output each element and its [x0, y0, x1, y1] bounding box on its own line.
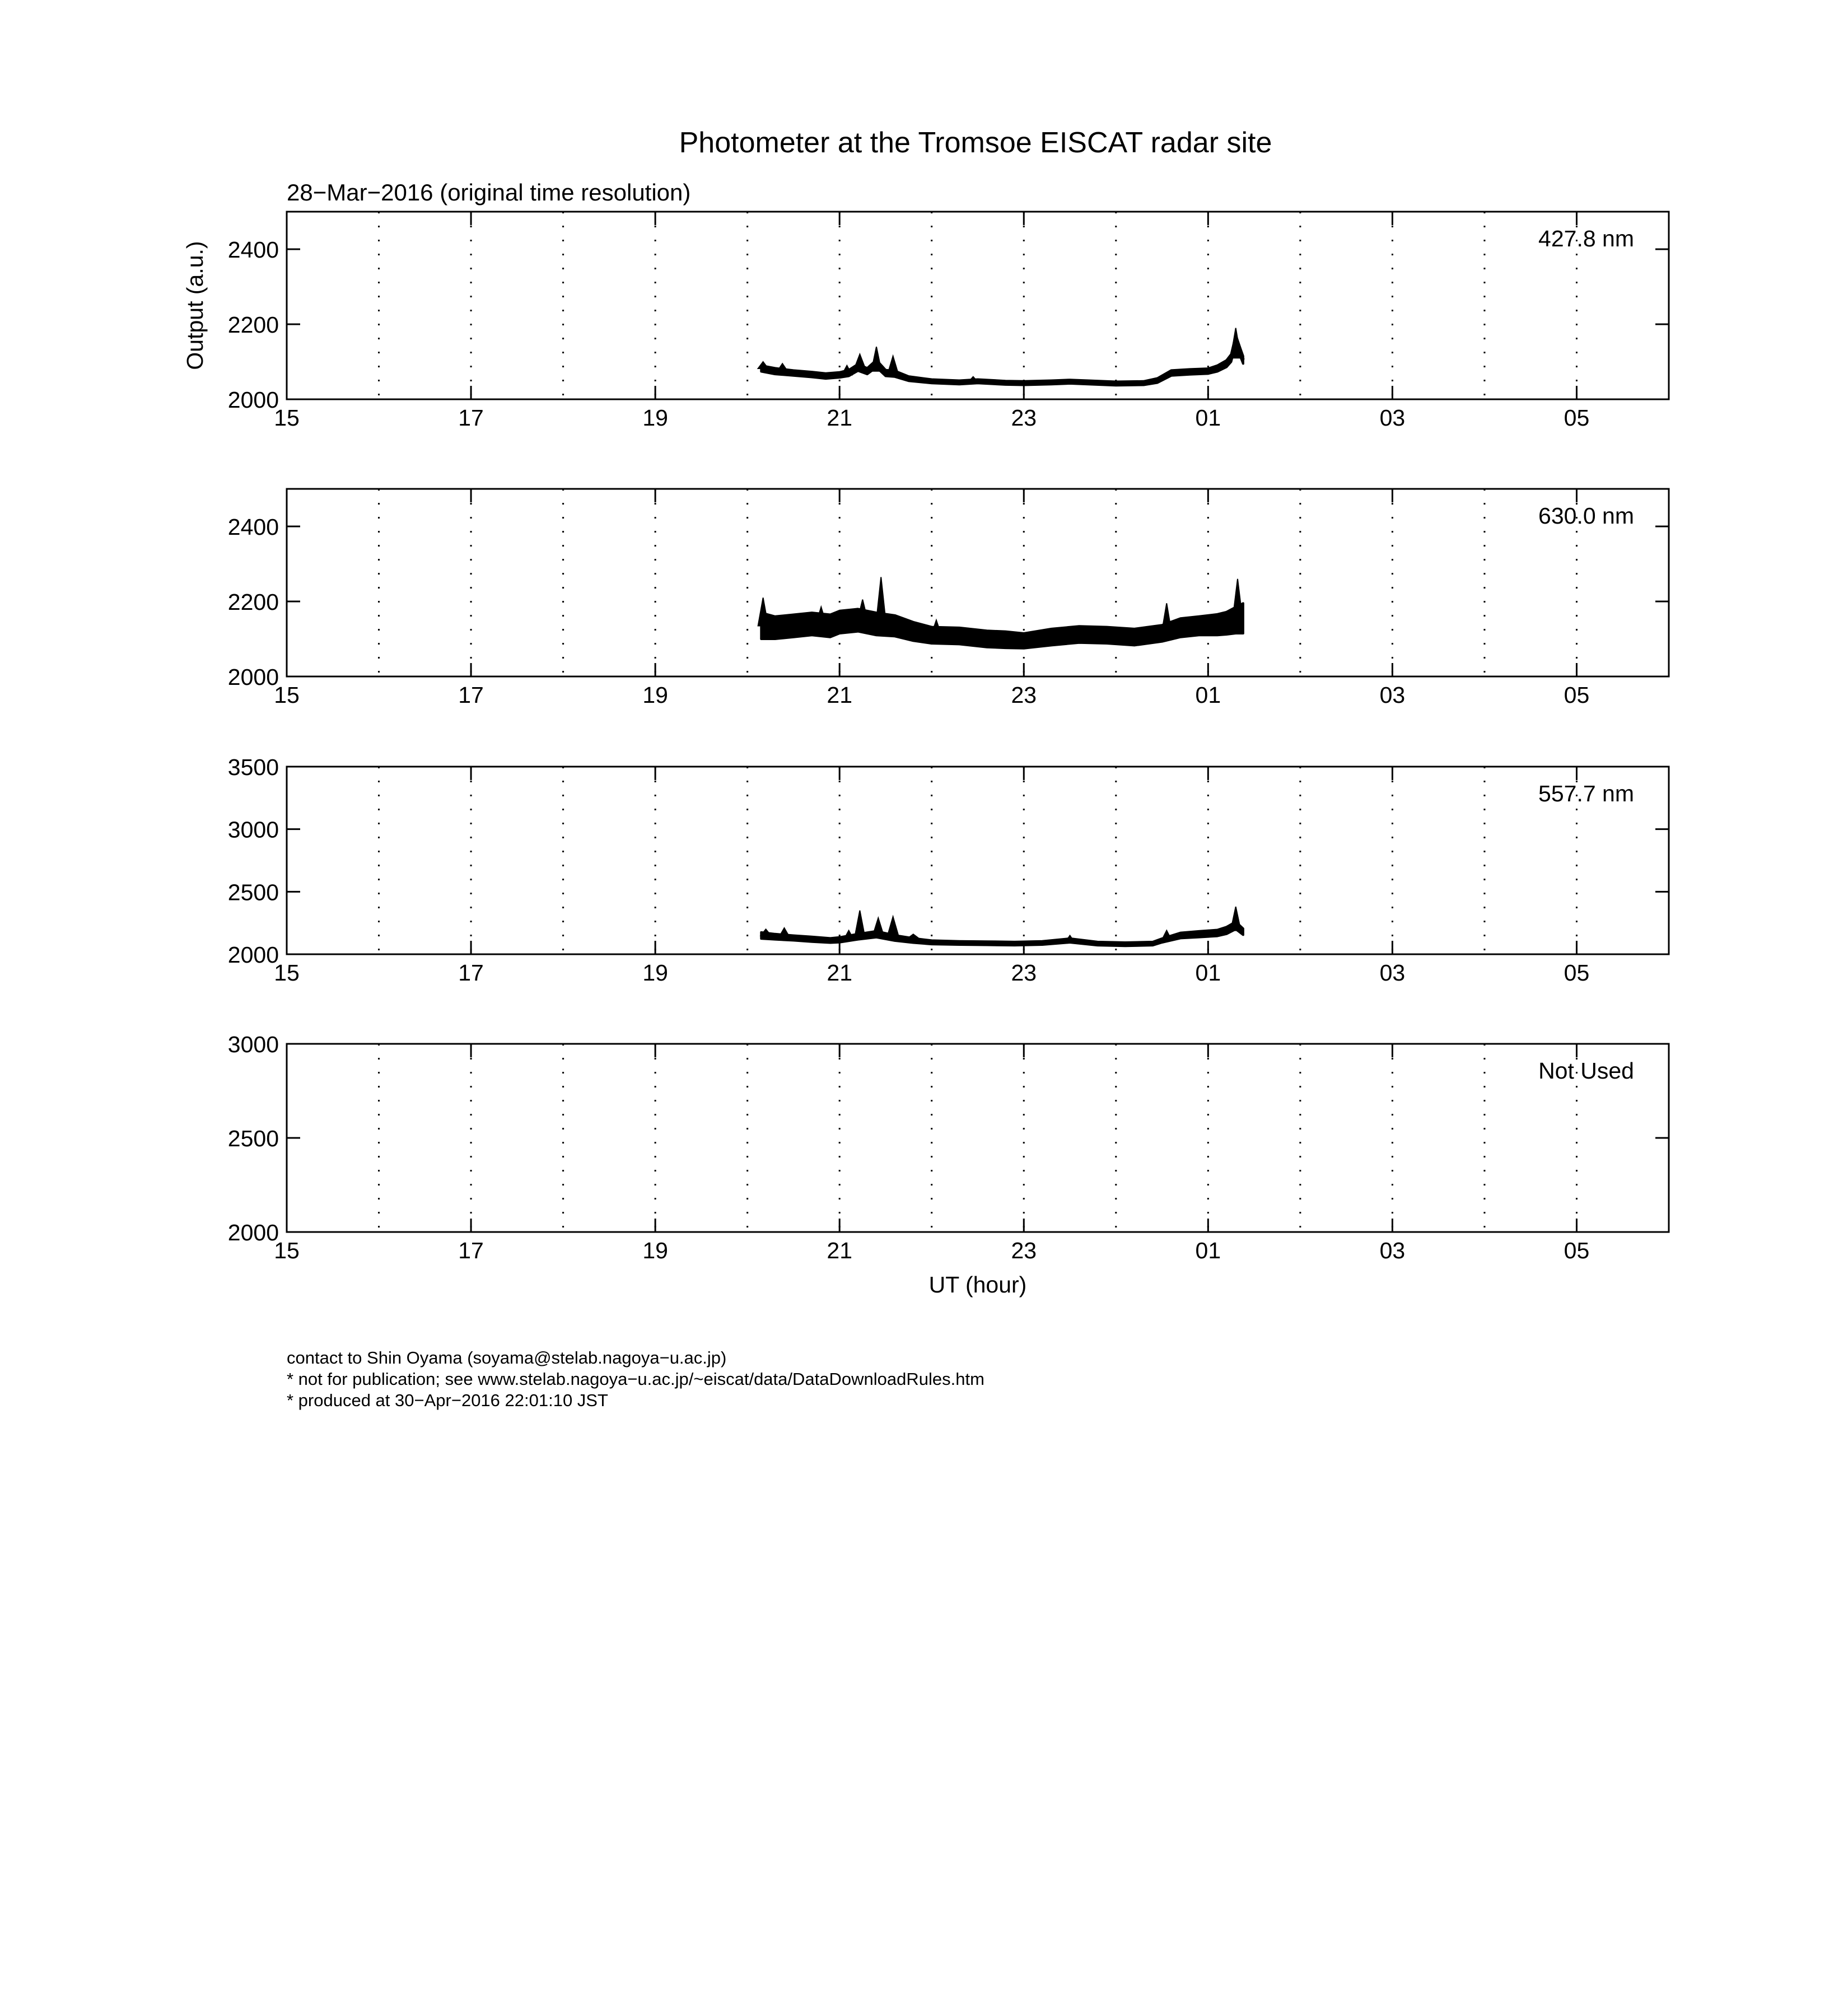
series-spike — [1233, 579, 1243, 620]
series-spike — [876, 577, 886, 624]
series-spike — [888, 917, 898, 934]
panel-label: 630.0 nm — [1538, 503, 1634, 529]
x-tick-label: 23 — [1011, 405, 1037, 431]
x-tick-label: 21 — [827, 682, 853, 708]
x-tick-label: 15 — [274, 405, 300, 431]
x-tick-label: 19 — [642, 960, 668, 986]
x-axis-label: UT (hour) — [928, 1272, 1027, 1298]
panel-label: 557.7 nm — [1538, 781, 1634, 806]
x-tick-label: 21 — [827, 960, 853, 986]
x-tick-label: 01 — [1195, 682, 1221, 708]
x-tick-label: 03 — [1379, 682, 1406, 708]
x-tick-label: 05 — [1564, 405, 1590, 431]
series-spike — [908, 934, 918, 938]
y-tick-label: 2200 — [227, 589, 279, 615]
x-tick-label: 19 — [642, 682, 668, 708]
y-tick-label: 3000 — [227, 816, 279, 843]
x-tick-label: 23 — [1011, 682, 1037, 708]
y-tick-label: 3000 — [227, 1032, 279, 1057]
x-tick-label: 17 — [458, 1238, 484, 1263]
axes-box — [287, 489, 1669, 676]
y-axis-label: Output (a.u.) — [182, 241, 208, 370]
x-tick-label: 19 — [642, 1238, 668, 1263]
axes-box — [287, 767, 1669, 954]
footer-produced-note: * produced at 30−Apr−2016 22:01:10 JST — [287, 1390, 608, 1410]
y-tick-label: 2000 — [227, 387, 279, 413]
x-tick-label: 17 — [458, 405, 484, 431]
x-tick-label: 01 — [1195, 1238, 1221, 1263]
series-spike — [871, 347, 881, 371]
series-spike — [1231, 907, 1241, 930]
axes-box — [287, 1044, 1669, 1232]
series-spike — [855, 911, 865, 937]
series-spike — [855, 354, 865, 367]
footer-contact: contact to Shin Oyama (soyama@stelab.nagoya−u.ac.jp) — [287, 1348, 727, 1368]
y-tick-label: 2200 — [227, 312, 279, 338]
x-tick-label: 03 — [1379, 1238, 1406, 1263]
x-tick-label: 05 — [1564, 960, 1590, 986]
panel-2 — [228, 489, 1669, 708]
x-tick-label: 15 — [274, 682, 300, 708]
figure-title: Photometer at the Tromsoe EISCAT radar site — [679, 127, 1272, 159]
x-tick-label: 15 — [274, 960, 300, 986]
footer-publication-note: * not for publication; see www.stelab.nagoya−u.ac.jp/~eiscat/data/DataDownloadRules.htm — [287, 1369, 984, 1389]
x-tick-label: 21 — [827, 1238, 853, 1263]
panel-label: Not Used — [1538, 1058, 1634, 1084]
panels — [182, 212, 1669, 1298]
series-group — [761, 907, 1243, 946]
panel-3 — [228, 754, 1669, 986]
axes-box — [287, 212, 1669, 399]
y-tick-label: 2400 — [227, 237, 279, 263]
series-spike — [888, 356, 898, 373]
series-spike — [777, 363, 787, 371]
x-tick-label: 01 — [1195, 405, 1221, 431]
panel-4 — [228, 1032, 1669, 1298]
x-tick-label: 19 — [642, 405, 668, 431]
x-tick-label: 03 — [1379, 960, 1406, 986]
x-tick-label: 17 — [458, 960, 484, 986]
series-band-1 — [761, 335, 1243, 385]
y-tick-label: 2400 — [227, 514, 279, 540]
x-tick-label: 17 — [458, 682, 484, 708]
series-spike — [779, 928, 789, 937]
figure-subtitle: 28−Mar−2016 (original time resolution) — [287, 179, 691, 206]
series-spike — [1161, 603, 1172, 633]
x-tick-label: 05 — [1564, 682, 1590, 708]
x-tick-label: 23 — [1011, 960, 1037, 986]
y-tick-label: 2500 — [227, 1126, 279, 1151]
series-spike — [758, 598, 768, 626]
series-group — [758, 577, 1243, 648]
x-tick-label: 21 — [827, 405, 853, 431]
y-tick-label: 2000 — [227, 942, 279, 968]
x-tick-label: 15 — [274, 1238, 300, 1263]
series-spike — [873, 918, 883, 934]
x-tick-label: 03 — [1379, 405, 1406, 431]
x-tick-label: 23 — [1011, 1238, 1037, 1263]
y-tick-label: 2000 — [227, 664, 279, 690]
series-spike — [758, 362, 768, 368]
y-tick-label: 2000 — [227, 1220, 279, 1245]
panel-label: 427.8 nm — [1538, 226, 1634, 251]
series-group — [758, 328, 1243, 386]
panel-1 — [182, 212, 1669, 431]
x-tick-label: 01 — [1195, 960, 1221, 986]
y-tick-label: 3500 — [227, 754, 279, 780]
x-tick-label: 05 — [1564, 1238, 1590, 1263]
y-tick-label: 2500 — [227, 879, 279, 906]
